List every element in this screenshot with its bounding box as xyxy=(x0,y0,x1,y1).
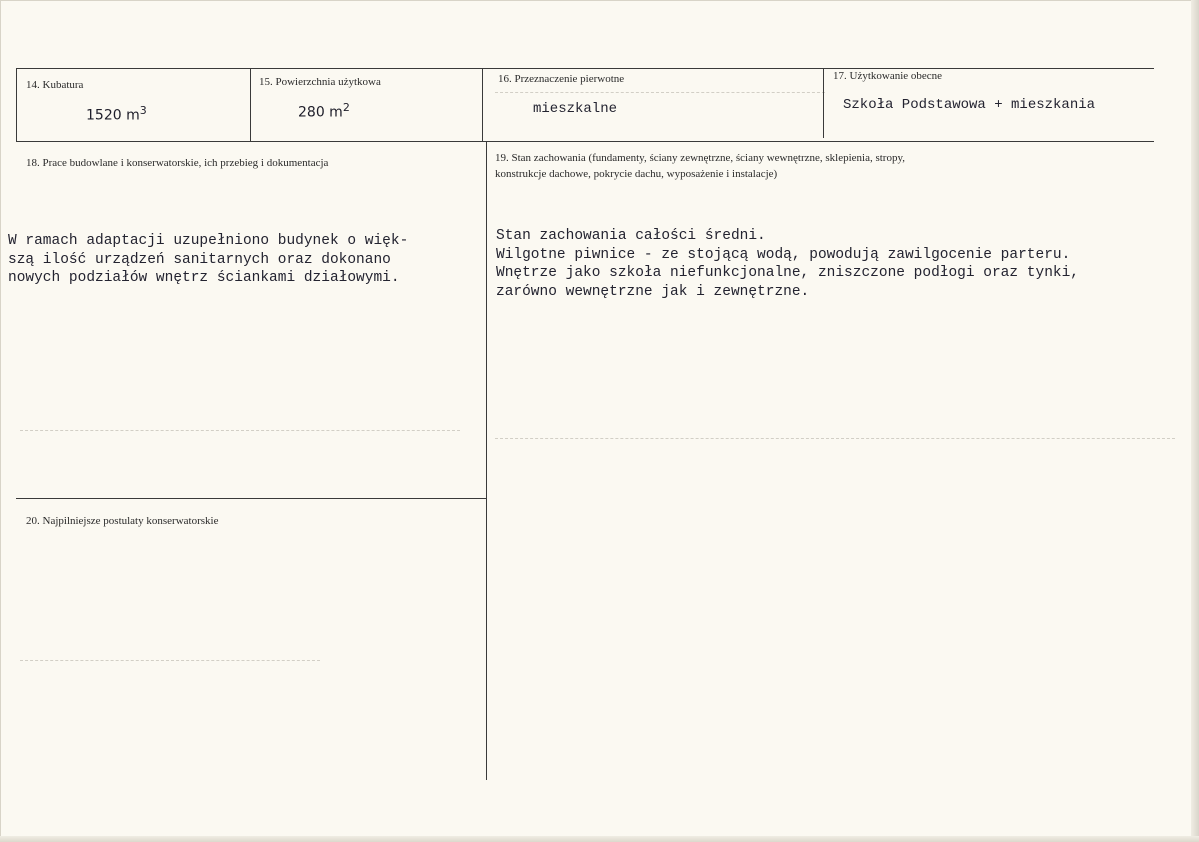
col-divider-15-16 xyxy=(482,68,483,142)
show-through-line xyxy=(20,430,460,431)
show-through-line xyxy=(495,438,1175,439)
field-19-line: Wnętrze jako szkoła niefunkcjonalne, zniszczone podłogi oraz tynki, xyxy=(496,265,1079,281)
top-rule xyxy=(16,68,1154,69)
field-14-label: 14. Kubatura xyxy=(26,79,84,91)
field-19-line: zarówno wewnętrzne jak i zewnętrzne. xyxy=(496,283,810,300)
field-15-value: 280 $m^2$ xyxy=(298,101,350,121)
field-18-line: szą ilość urządzeń sanitarnych oraz dokonano xyxy=(8,251,391,268)
field-16-label: 16. Przeznaczenie pierwotne xyxy=(498,73,625,85)
main-vertical-divider xyxy=(486,142,487,780)
field-19-label-line-2: konstrukcje dachowe, pokrycie dachu, wyposażenie i instalacje) xyxy=(495,168,778,180)
row-divider-18-20 xyxy=(16,498,487,499)
field-14-value: 1520 $m^3$ xyxy=(86,104,147,124)
field-20-label: 20. Najpilniejsze postulaty konserwatorskie xyxy=(26,515,219,527)
show-through-line xyxy=(20,660,320,661)
show-through-line xyxy=(495,92,825,93)
field-15-label: 15. Powierzchnia użytkowa xyxy=(259,76,381,88)
field-19-label-line-1: 19. Stan zachowania (fundamenty, ściany zewnętrzne, ściany wewnętrzne, sklepienia, stropy, xyxy=(495,152,906,164)
field-17-label: 17. Użytkowanie obecne xyxy=(833,70,943,82)
left-rule-top xyxy=(16,68,17,142)
field-18-line: W ramach adaptacji uzupełniono budynek o więk- xyxy=(8,233,409,249)
field-19-line: Stan zachowania całości średni. xyxy=(496,228,766,244)
field-19-line: Wilgotne piwnice - ze stojącą wodą, powodują zawilgocenie parteru. xyxy=(496,246,1071,263)
field-18-label: 18. Prace budowlane i konserwatorskie, ich przebieg i dokumentacja xyxy=(26,157,329,169)
field-18-text xyxy=(8,195,408,325)
field-16-value: mieszkalne xyxy=(533,101,618,117)
field-19-text xyxy=(496,190,1079,338)
card-edge-bottom xyxy=(0,836,1199,842)
field-18-line: nowych podziałów wnętrz ściankami działowymi. xyxy=(8,270,400,286)
card-edge-right xyxy=(1191,0,1199,842)
row-divider-1 xyxy=(16,141,1154,142)
field-17-value: Szkoła Podstawowa + mieszkania xyxy=(843,97,1096,113)
col-divider-14-15 xyxy=(250,68,251,142)
col-divider-16-17 xyxy=(823,68,824,138)
